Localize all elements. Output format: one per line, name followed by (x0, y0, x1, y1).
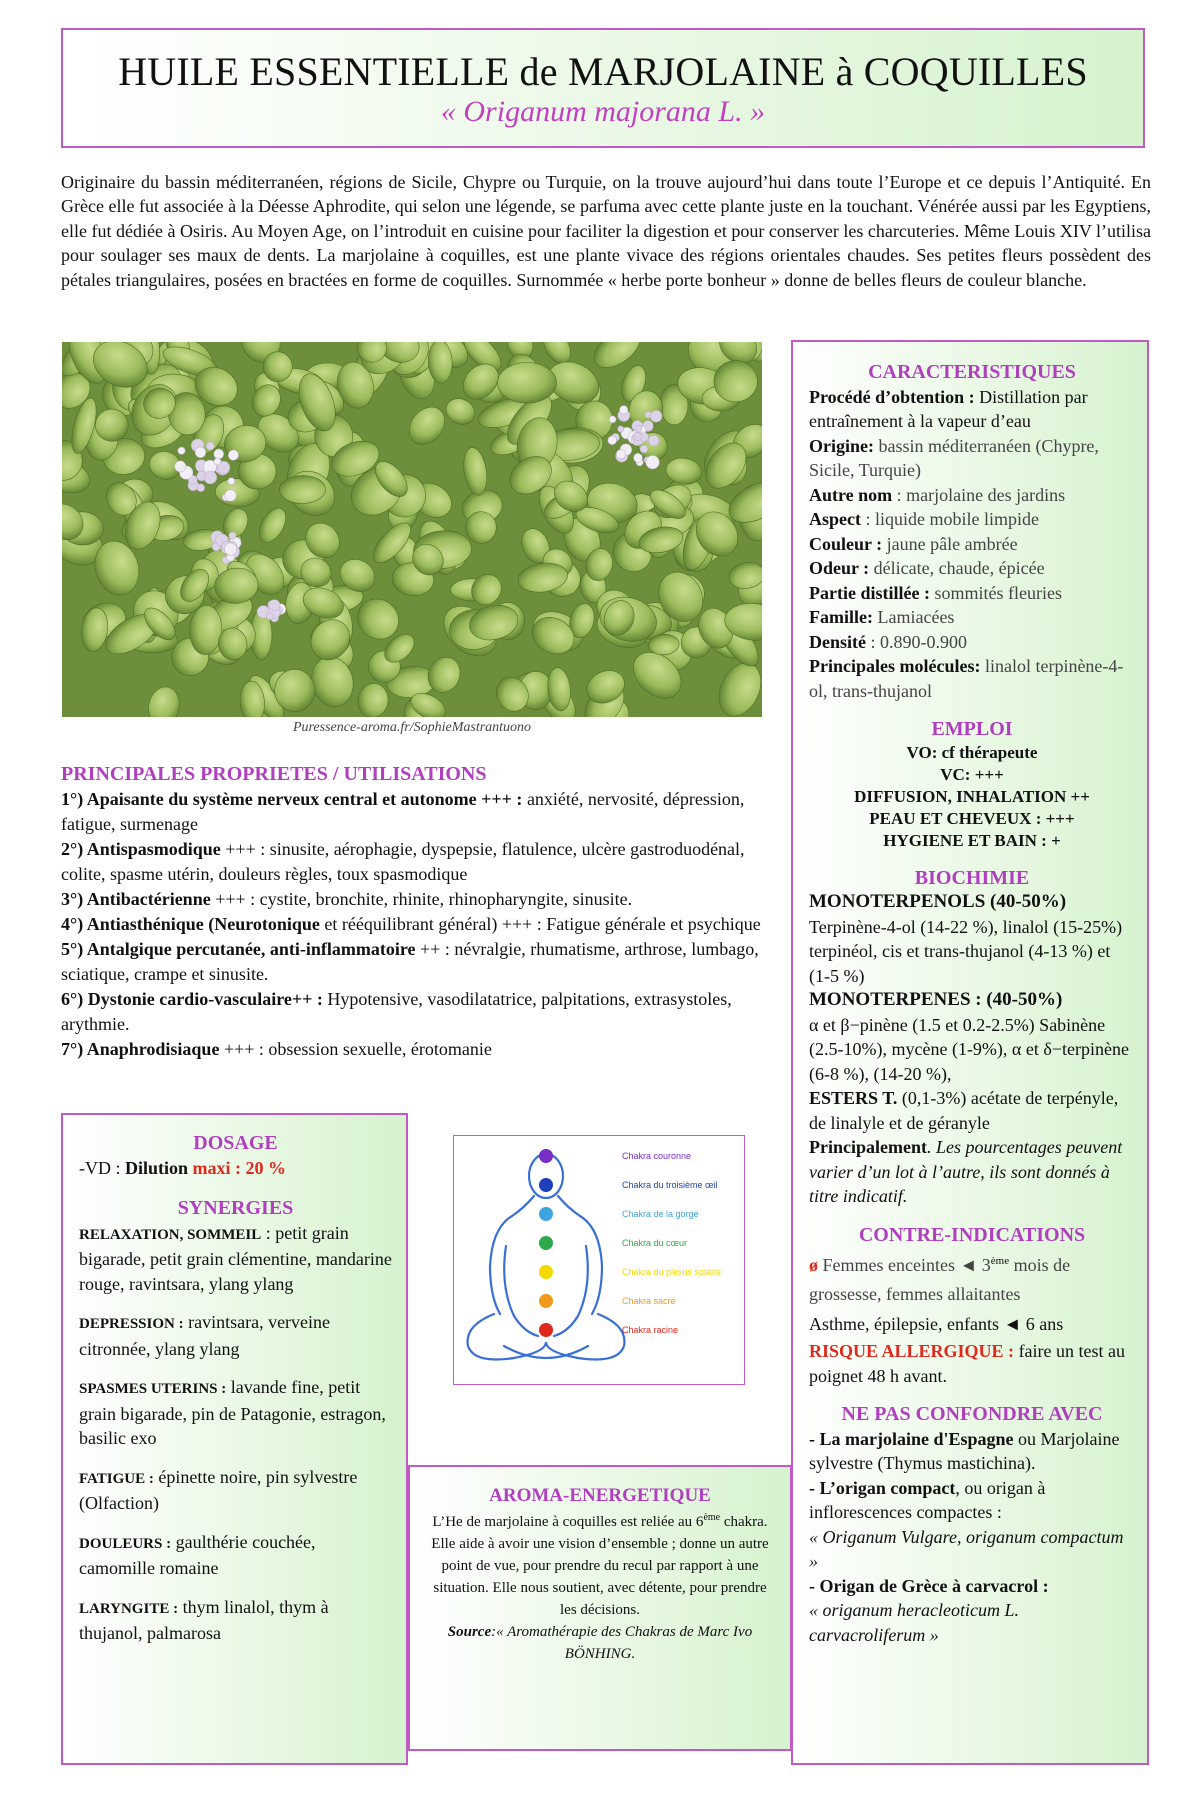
characteristic-label: Odeur : (809, 558, 870, 578)
synergy-item (79, 1375, 392, 1451)
synergy-item (79, 1530, 392, 1581)
emploi-line: PEAU ET CHEVEUX : +++ (869, 808, 1075, 828)
property-item (61, 912, 761, 937)
characteristic-label: Origine: (809, 435, 874, 456)
dosage-panel (61, 1113, 408, 1765)
synergy-item (79, 1595, 392, 1646)
forbidden-icon: ø (809, 1255, 818, 1275)
property-number: 7°) (61, 1039, 84, 1059)
contre-line-2: Asthme, épilepsie, enfants ◄ 6 ans (809, 1314, 1064, 1334)
principalement-text: . Les pourcentages peuvent varier d’un lot à l’autre, ils sont donnés à titre indicatif. (809, 1137, 1123, 1206)
confondre-a-text: ou Marjolaine sylvestre (Thymus mastichina). (809, 1428, 1120, 1473)
synergy-item (79, 1310, 392, 1361)
property-number: 4°) (61, 914, 84, 934)
property-item (61, 1037, 761, 1062)
dosage-label: Dilution (125, 1157, 189, 1178)
property-title: Dystonie cardio-vasculaire++ : (83, 989, 323, 1009)
property-number: 2°) (61, 839, 84, 859)
esters-title: ESTERS T. (809, 1088, 898, 1108)
emploi-section (809, 717, 1135, 852)
property-text: +++ : sinusite, aérophagie, dyspepsie, flatulence, ulcère gastroduodénal, colite, spasme utérin, douleurs règles, toux spasmodique (61, 839, 745, 884)
synergy-label: DOULEURS : (79, 1535, 172, 1552)
synergy-text: ravintsara, verveine citronnée, ylang ylang (79, 1312, 331, 1359)
esters-text: (0,1-3%) acétate de terpényle, de linalyle et de géranyle (809, 1088, 1119, 1133)
property-number: 1°) (61, 789, 84, 809)
chakra-label: Chakra sacré (622, 1296, 676, 1306)
contre-sup: ème (990, 1255, 1010, 1267)
property-item (61, 987, 761, 1037)
emploi-line: DIFFUSION, INHALATION ++ (854, 786, 1090, 806)
photo-credit: Puressence-aroma.fr/SophieMastrantuono (292, 720, 532, 735)
characteristic-row (809, 556, 1135, 581)
characteristic-row (809, 654, 1135, 703)
characteristic-value: : liquide mobile limpide (861, 509, 1039, 529)
characteristic-row (809, 532, 1135, 557)
confondre-c-latin: « origanum heracleoticum L. carvacroliferum » (809, 1600, 1019, 1645)
property-item (61, 937, 761, 987)
characteristic-row (809, 605, 1135, 630)
aroma-text (428, 1507, 772, 1621)
confondre-c-title: - Origan de Grèce à carvacrol : (809, 1575, 1049, 1596)
property-number: 5°) (61, 939, 84, 959)
property-title: Antalgique percutanée, anti-inflammatoire (83, 939, 416, 959)
characteristic-value: linalol terpinène-4-ol, trans-thujanol (809, 656, 1124, 701)
property-text: anxiété, nervosité, dépression, fatigue, surmenage (61, 789, 745, 834)
synergy-label: LARYNGITE : (79, 1600, 179, 1617)
characteristic-row (809, 385, 1135, 434)
intro-paragraph: Originaire du bassin méditerranéen, régions de Sicile, Chypre ou Turquie, on la trouve aujourd’hui dans toute l’Europe et ce depuis l’Antiquité. En Grèce elle fut associée à la Déesse Aphrodite, qui selon une légende, se parfuma avec cette plante juste en la touchant. Vénérée aussi par les Egyptiens, elle fut dédiée à Osiris. Au Moyen Age, on l’introduit en cuisine pour faciliter la digestion et pour conserver les charcuteries. Même Louis XIV l’utilisa pour soulager ses maux de dents. La marjolaine à coquilles, est une plante vivace des régions orientales chaudes. Ses petites fleurs possèdent des pétales triangulaires, posées en bractées en forme de coquilles. Surnommée « herbe porte bonheur » donne de belles fleurs de couleur blanche. (61, 172, 1151, 290)
biochimie-section (809, 866, 1135, 1209)
chakra-dot (539, 1323, 553, 1337)
aroma-sup: ème (703, 1512, 721, 1523)
property-text: Hypotensive, vasodilatatrice, palpitations, extrasystoles, arythmie. (61, 989, 732, 1034)
characteristic-label: Aspect (809, 509, 861, 529)
page-title: HUILE ESSENTIELLE de MARJOLAINE à COQUILLES (118, 49, 1088, 94)
marjoram-photo (62, 342, 762, 717)
principalement-title: Principalement (809, 1137, 927, 1157)
aroma-text-2: chakra. Elle aide à avoir une vision d’ensemble ; donne un autre point de vue, pour prendre du recul par rapport à une situation. Elle nous soutient, avec détente, pour prendre les décisions. (431, 1514, 769, 1618)
synergy-label: DEPRESSION : (79, 1316, 184, 1332)
confondre-b (809, 1476, 1135, 1525)
confondre-b-latin: « Origanum Vulgare, origanum compactum » (809, 1526, 1124, 1571)
characteristic-value: sommités fleuries (929, 582, 1062, 603)
synergy-text: thym linalol, thym à thujanol, palmarosa (79, 1596, 329, 1643)
monoterpenes-title: MONOTERPENES : (40-50%) (809, 989, 1063, 1010)
chakra-dot (539, 1149, 553, 1163)
chakra-label: Chakra racine (622, 1325, 679, 1335)
dosage-value: maxi : 20 % (188, 1157, 287, 1178)
confondre-heading: NE PAS CONFONDRE AVEC (841, 1403, 1103, 1425)
aroma-source-text: :« Aromathérapie des Chakras de Marc Ivo BÖNHING. (491, 1624, 753, 1662)
characteristic-label: Couleur : (809, 533, 883, 554)
caracteristiques-section (809, 360, 1135, 703)
chakra-label: Chakra du plexus solaire (622, 1267, 722, 1277)
properties-section (61, 762, 761, 1062)
dosage-line (79, 1156, 392, 1181)
contre-text-1-end: mois de grossesse, femmes allaitantes (809, 1255, 1071, 1304)
synergy-label: RELAXATION, SOMMEIL (79, 1226, 262, 1243)
chakra-label: Chakra du cœur (622, 1238, 688, 1248)
marjoram-plant-image (62, 342, 762, 717)
confondre-section (809, 1402, 1135, 1647)
synergy-text: épinette noire, pin sylvestre (Olfaction) (79, 1466, 358, 1513)
property-title: Anaphrodisiaque (83, 1039, 220, 1059)
caracteristiques-heading: CARACTERISTIQUES (868, 361, 1076, 383)
characteristic-value: bassin méditerranéen (Chypre, Sicile, Turquie) (809, 435, 1099, 480)
characteristic-label: Procédé d’obtention : (809, 386, 975, 407)
emploi-heading: EMPLOI (931, 718, 1013, 740)
synergy-label: SPASMES UTERINS : (79, 1381, 227, 1397)
contre-text-1: Femmes enceintes ◄ 3 (818, 1255, 991, 1275)
synergy-text: lavande fine, petit grain bigarade, pin de Patagonie, estragon, basilic exo (79, 1377, 386, 1448)
property-item (61, 887, 761, 912)
emploi-line: VC: +++ (940, 764, 1004, 784)
chakra-illustration (453, 1135, 745, 1385)
characteristic-value: délicate, chaude, épicée (869, 558, 1045, 578)
property-item (61, 787, 761, 837)
contre-indications-section (809, 1223, 1135, 1389)
risque-line (809, 1339, 1135, 1388)
chakra-dot (539, 1265, 553, 1279)
synergy-item (79, 1221, 392, 1297)
risque-text: faire un test au poignet 48 h avant. (809, 1341, 1126, 1386)
principalement-line (809, 1135, 1135, 1209)
aroma-source-label: Source (447, 1624, 492, 1640)
property-text: +++ : obsession sexuelle, érotomanie (219, 1039, 492, 1059)
characteristic-value: : 0.890-0.900 (866, 631, 967, 652)
synergy-text: : petit grain bigarade, petit grain clémentine, mandarine rouge, ravintsara, ylang ylang (79, 1222, 392, 1294)
characteristic-row (809, 630, 1135, 655)
esters-line (809, 1086, 1135, 1135)
latin-name: « Origanum majorana L. » (440, 95, 766, 128)
property-title: Apaisante du système nerveux central et autonome +++ : (83, 789, 523, 809)
dosage-prefix: -VD : (79, 1157, 125, 1178)
aroma-text-1: L’He de marjolaine à coquilles est reliée au 6 (432, 1514, 704, 1530)
synergy-text: gaulthérie couchée, camomille romaine (79, 1531, 316, 1578)
biochimie-heading: BIOCHIMIE (914, 866, 1030, 889)
title-banner (61, 28, 1145, 148)
chakra-label: Chakra du troisième œil (622, 1180, 718, 1190)
characteristic-value: Lamiacées (872, 607, 955, 627)
property-number: 3°) (61, 889, 84, 909)
characteristic-value: jaune pâle ambrée (882, 533, 1018, 554)
confondre-a-title: - La marjolaine d'Espagne (809, 1428, 1014, 1449)
monoterpenols-title: MONOTERPENOLS (40-50%) (809, 891, 1067, 912)
risque-label: RISQUE ALLERGIQUE : (809, 1341, 1015, 1361)
characteristic-label: Densité (809, 631, 866, 652)
characteristics-panel (791, 340, 1149, 1765)
property-text: et rééquilibrant général) +++ : Fatigue générale et psychique (319, 914, 761, 934)
properties-heading: PRINCIPALES PROPRIETES / UTILISATIONS (61, 763, 487, 785)
characteristic-row (809, 507, 1135, 532)
chakra-dot (539, 1207, 553, 1221)
property-title: Antispasmodique (83, 839, 221, 859)
property-text: ++ : névralgie, rhumatisme, arthrose, lumbago, sciatique, crampe et sinusite. (61, 939, 759, 984)
property-text: +++ : cystite, bronchite, rhinite, rhinopharyngite, sinusite. (210, 889, 633, 909)
property-number: 6°) (61, 989, 84, 1009)
characteristic-label: Autre nom (809, 484, 893, 505)
confondre-b-text: , ou origan à inflorescences compactes : (809, 1477, 1046, 1522)
characteristic-label: Partie distillée : (809, 582, 930, 603)
aroma-heading: AROMA-ENERGETIQUE (489, 1485, 711, 1506)
chakra-dot (539, 1294, 553, 1308)
confondre-b-title: - L’origan compact (809, 1477, 956, 1498)
meditation-figure-image (454, 1136, 744, 1384)
confondre-a (809, 1427, 1135, 1476)
property-title: Antibactérienne (83, 889, 211, 909)
characteristic-row (809, 581, 1135, 606)
property-item (61, 837, 761, 887)
characteristic-label: Famille: (809, 607, 873, 627)
dosage-heading: DOSAGE (193, 1132, 278, 1154)
chakra-label: Chakra de la gorge (622, 1209, 699, 1219)
characteristic-row (809, 483, 1135, 508)
chakra-dot (539, 1236, 553, 1250)
characteristic-label: Principales molécules: (809, 656, 981, 676)
synergy-item (79, 1465, 392, 1516)
characteristic-row (809, 434, 1135, 483)
contre-indications-heading: CONTRE-INDICATIONS (858, 1223, 1086, 1246)
monoterpenes-text: α et β−pinène (1.5 et 0.2-2.5%) Sabinène (2.5-10%), mycène (1-9%), α et δ−terpinène (6-8 %), (14-20 %), (809, 1014, 1129, 1084)
monoterpenols-text: Terpinène-4-ol (14-22 %), linalol (15-25%) terpinéol, cis et trans-thujanol (4-13 %) et (1-5 %) (809, 916, 1123, 986)
synergy-label: FATIGUE : (79, 1470, 154, 1487)
emploi-line: VO: cf thérapeute (906, 742, 1038, 762)
synergies-heading: SYNERGIES (177, 1197, 294, 1219)
aroma-energetique-panel (408, 1465, 792, 1751)
property-title: Antiasthénique (Neurotonique (83, 914, 320, 934)
chakra-dot (539, 1178, 553, 1192)
chakra-label: Chakra couronne (622, 1151, 692, 1161)
aroma-source (428, 1621, 772, 1665)
characteristic-value: Distillation par entraînement à la vapeur d’eau (809, 386, 1088, 431)
characteristic-value: : marjolaine des jardins (892, 484, 1066, 505)
emploi-line: HYGIENE ET BAIN : + (883, 830, 1061, 850)
contre-line-1 (809, 1247, 1135, 1309)
